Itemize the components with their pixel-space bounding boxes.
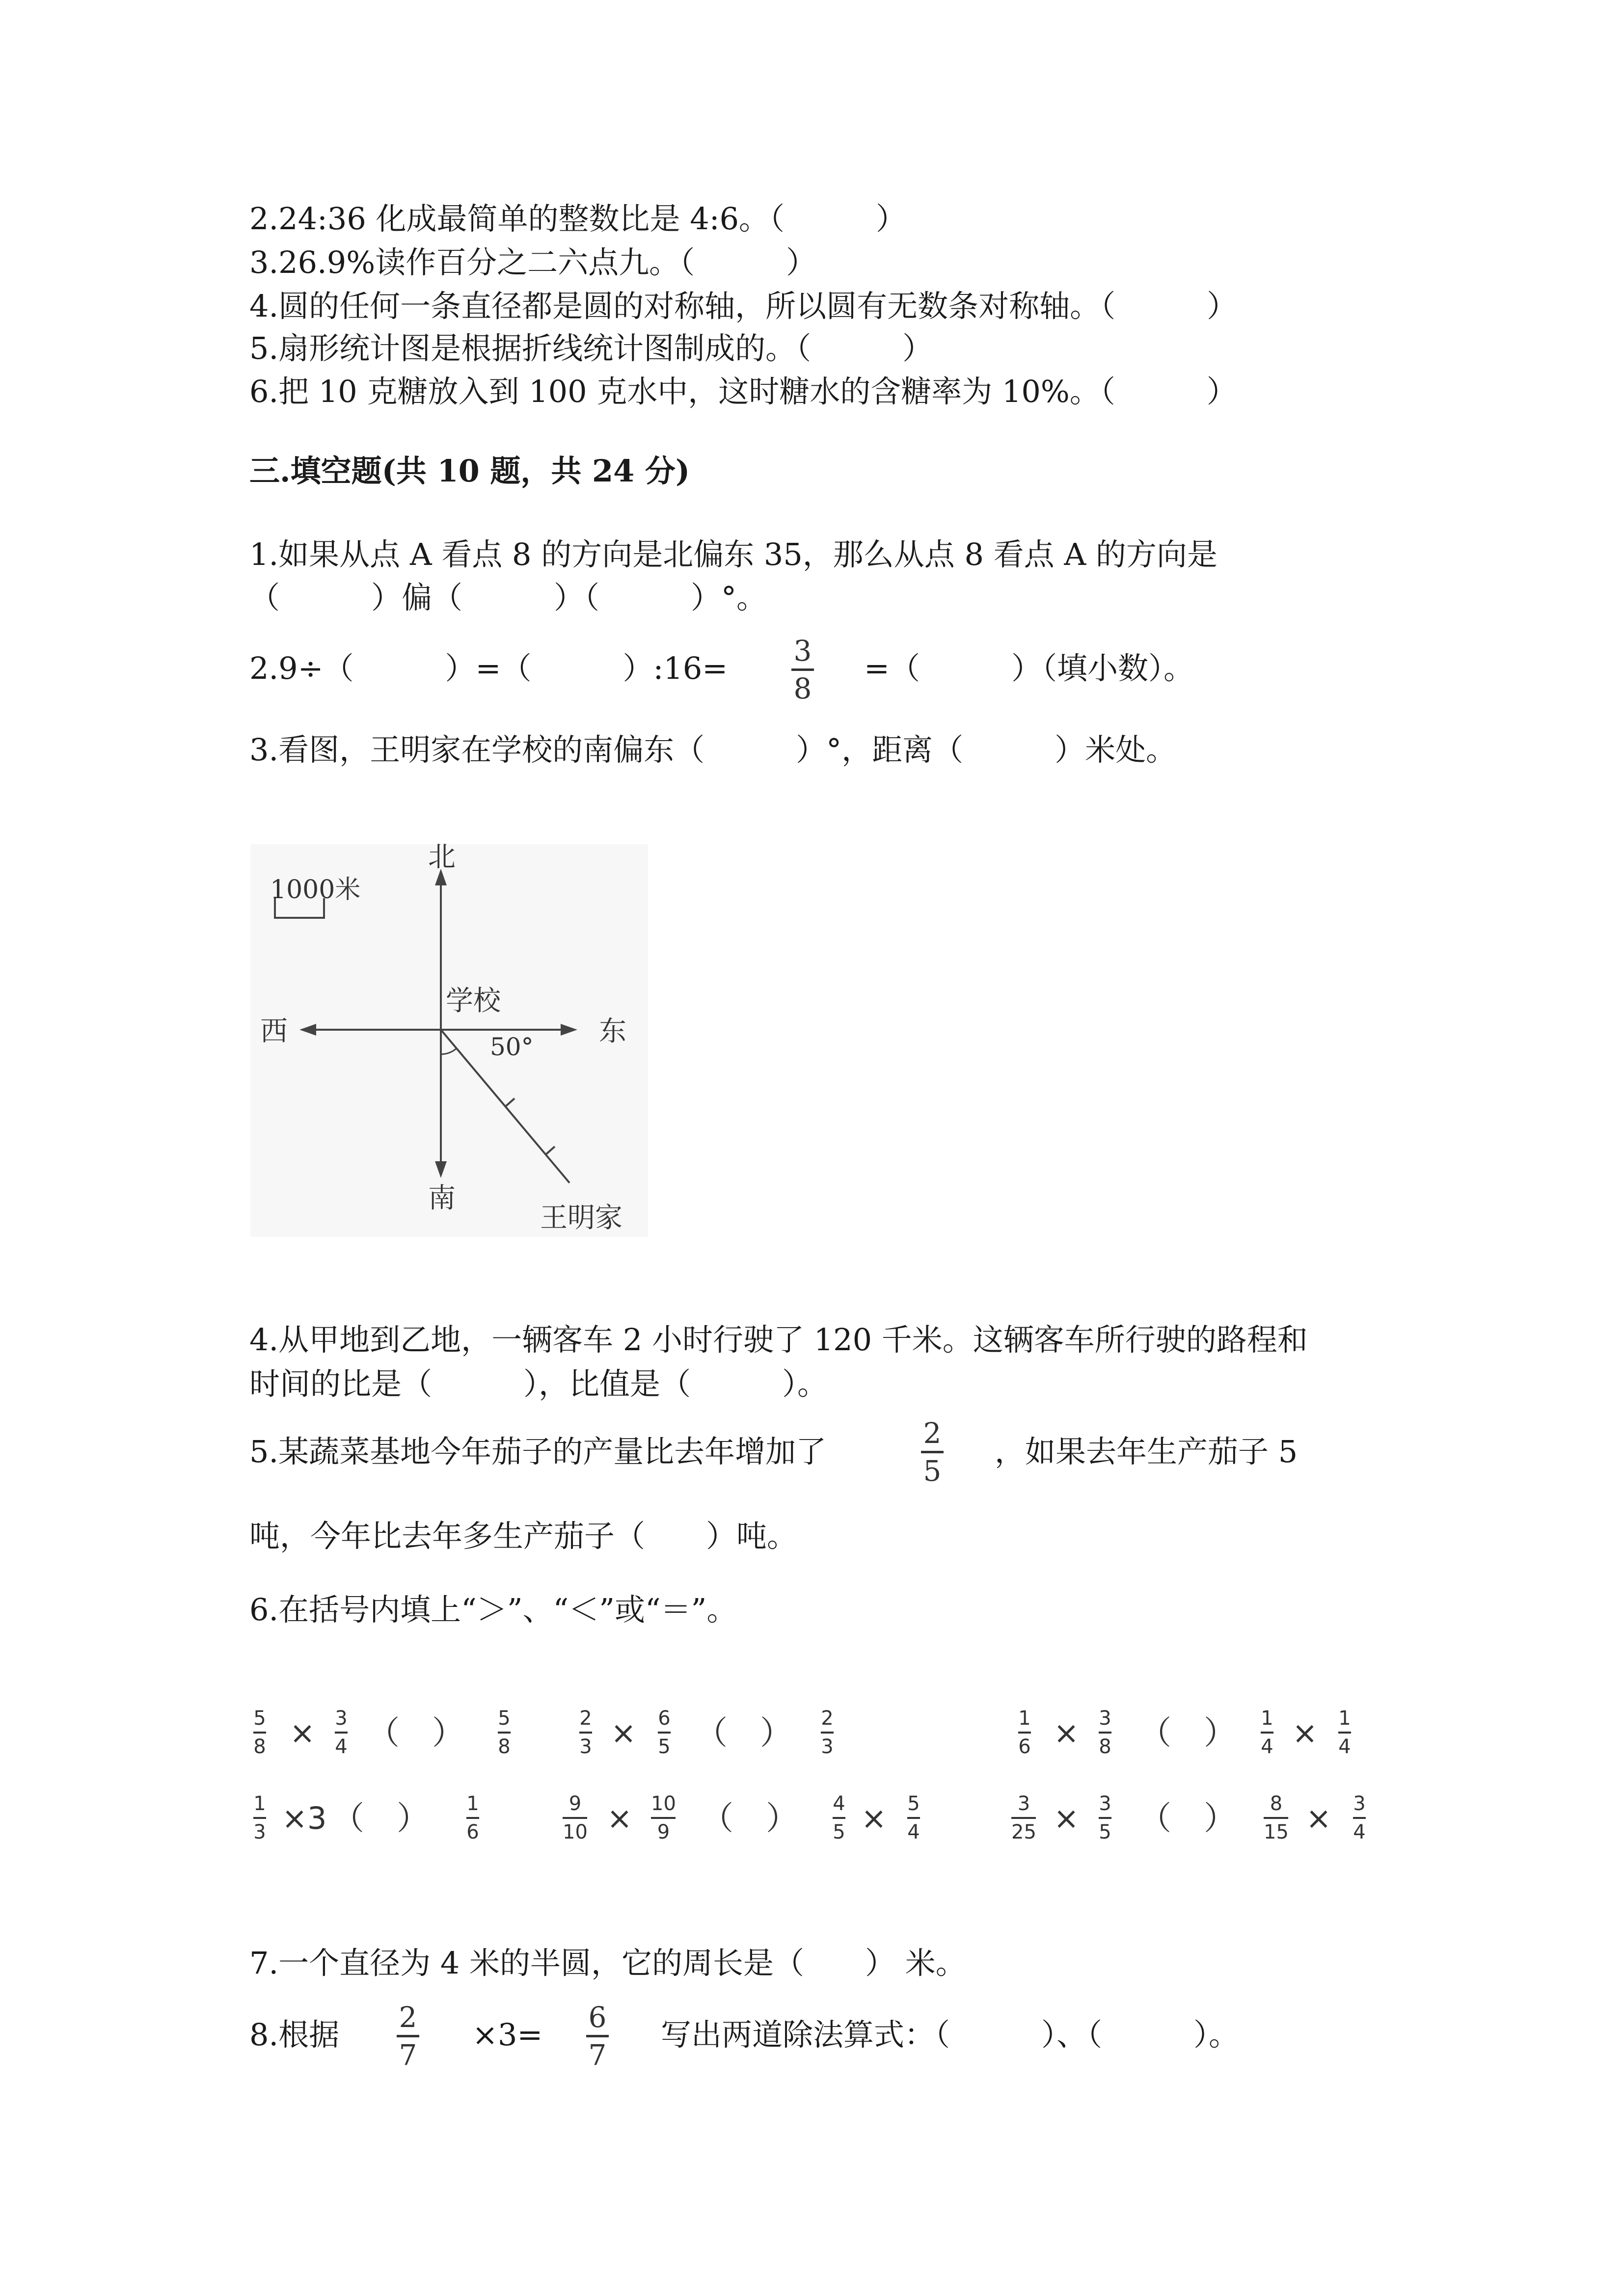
fraction: 1 6 — [466, 1792, 479, 1843]
answer-blank[interactable]: （ ） — [701, 1799, 798, 1837]
times-sign: × — [607, 1800, 632, 1836]
fraction: 1 4 — [1338, 1707, 1351, 1758]
fraction: 8 15 — [1264, 1792, 1289, 1843]
fraction: 10 9 — [651, 1792, 676, 1843]
q8-frac1-den: 7 — [399, 2038, 417, 2072]
q5-line2: 吨，今年比去年多生产茄子（ ）吨。 — [249, 1518, 798, 1554]
answer-blank[interactable]: （ ） — [1139, 1714, 1236, 1752]
times-sign: × — [1292, 1715, 1318, 1751]
school-label: 学校 — [446, 985, 501, 1017]
fraction: 3 25 — [1011, 1792, 1036, 1843]
q8-mid: ×3= — [472, 2017, 543, 2053]
home-label: 王明家 — [540, 1202, 623, 1234]
east-label: 东 — [599, 1015, 626, 1047]
answer-blank[interactable]: （ ） — [695, 1714, 792, 1752]
times-sign: × — [611, 1715, 636, 1751]
q5-frac-bar — [921, 1451, 944, 1453]
q8-frac1-bar — [397, 2035, 419, 2037]
fraction: 4 5 — [833, 1792, 845, 1843]
q8-frac1-num: 2 — [399, 2001, 417, 2034]
q8-fraction-1 — [397, 2002, 419, 2070]
q8-fraction-2 — [586, 2002, 609, 2070]
q8-before: 8.根据 — [249, 2017, 340, 2053]
fraction: 3 4 — [335, 1707, 348, 1758]
times-sign: × — [290, 1715, 315, 1751]
judgement-item-6: 6.把 10 克糖放入到 100 克水中，这时糖水的含糖率为 10%。（ ） — [249, 374, 1237, 409]
q8-after: 写出两道除法算式：（ ）、（ ）。 — [661, 2017, 1240, 2053]
fraction: 5 8 — [498, 1707, 511, 1758]
q2-frac-bar — [791, 668, 814, 671]
south-label: 南 — [428, 1182, 456, 1214]
section-heading: 三.填空题(共 10 题，共 24 分) — [249, 453, 690, 489]
q2-fraction — [791, 636, 814, 703]
q2-before: 2.9÷（ ）=（ ）:16= — [249, 650, 728, 686]
q2-frac-den: 8 — [793, 672, 812, 705]
q5-after: ，如果去年生产茄子 5 — [995, 1434, 1298, 1469]
fraction: 9 10 — [563, 1792, 588, 1843]
judgement-item-3: 3.26.9%读作百分之二六点九。（ ） — [249, 244, 817, 280]
judgement-item-4: 4.圆的任何一条直径都是圆的对称轴，所以圆有无数条对称轴。（ ） — [249, 288, 1238, 324]
q2-frac-num: 3 — [793, 634, 812, 667]
fraction: 6 5 — [658, 1707, 671, 1758]
judgement-item-2: 2.24:36 化成最简单的整数比是 4:6。（ ） — [249, 201, 907, 237]
q7-text: 7.一个直径为 4 米的半圆，它的周长是（ ） 米。 — [249, 1945, 966, 1981]
times-three: ×3 — [282, 1800, 327, 1836]
q1-line2: （ ）偏（ ）（ ）°。 — [249, 580, 767, 615]
north-label: 北 — [428, 841, 456, 873]
times-sign: × — [1306, 1800, 1331, 1836]
times-sign: × — [1054, 1800, 1079, 1836]
q1-line1: 1.如果从点 A 看点 8 的方向是北偏东 35，那么从点 8 看点 A 的方向是 — [249, 536, 1218, 572]
q3-text: 3.看图，王明家在学校的南偏东（ ）°，距离（ ）米处。 — [249, 732, 1177, 768]
q4-line2: 时间的比是（ ），比值是（ ）。 — [249, 1366, 828, 1402]
q8-frac2-bar — [586, 2035, 609, 2037]
times-sign: × — [861, 1800, 887, 1836]
judgement-item-5: 5.扇形统计图是根据折线统计图制成的。（ ） — [249, 330, 933, 366]
fraction: 3 5 — [1099, 1792, 1111, 1843]
q5-before: 5.某蔬菜基地今年茄子的产量比去年增加了 — [249, 1434, 827, 1469]
q6-text: 6.在括号内填上“＞”、“＜”或“＝”。 — [249, 1592, 737, 1628]
q8-frac2-den: 7 — [588, 2038, 607, 2072]
fraction: 3 8 — [1099, 1707, 1111, 1758]
answer-blank[interactable]: （ ） — [332, 1799, 429, 1837]
direction-diagram — [245, 834, 658, 1242]
answer-blank[interactable]: （ ） — [1139, 1799, 1236, 1837]
q5-fraction — [921, 1418, 944, 1486]
q5-frac-num: 2 — [923, 1416, 942, 1450]
angle-label: 50° — [490, 1033, 534, 1061]
west-label: 西 — [260, 1015, 288, 1047]
q2-after: =（ ）（填小数）。 — [864, 650, 1194, 686]
q8-frac2-num: 6 — [588, 2001, 607, 2034]
q4-line1: 4.从甲地到乙地，一辆客车 2 小时行驶了 120 千米。这辆客车所行驶的路程和 — [249, 1322, 1308, 1358]
fraction: 2 3 — [579, 1707, 592, 1758]
fraction: 3 4 — [1353, 1792, 1366, 1843]
times-sign: × — [1054, 1715, 1079, 1751]
fraction: 1 4 — [1261, 1707, 1273, 1758]
fraction: 2 3 — [821, 1707, 834, 1758]
fraction: 5 4 — [907, 1792, 920, 1843]
scale-label: 1000米 — [270, 875, 361, 905]
fraction: 1 3 — [253, 1792, 266, 1843]
fraction: 5 8 — [253, 1707, 266, 1758]
fraction: 1 6 — [1018, 1707, 1031, 1758]
q5-frac-den: 5 — [923, 1454, 942, 1488]
answer-blank[interactable]: （ ） — [367, 1714, 464, 1752]
